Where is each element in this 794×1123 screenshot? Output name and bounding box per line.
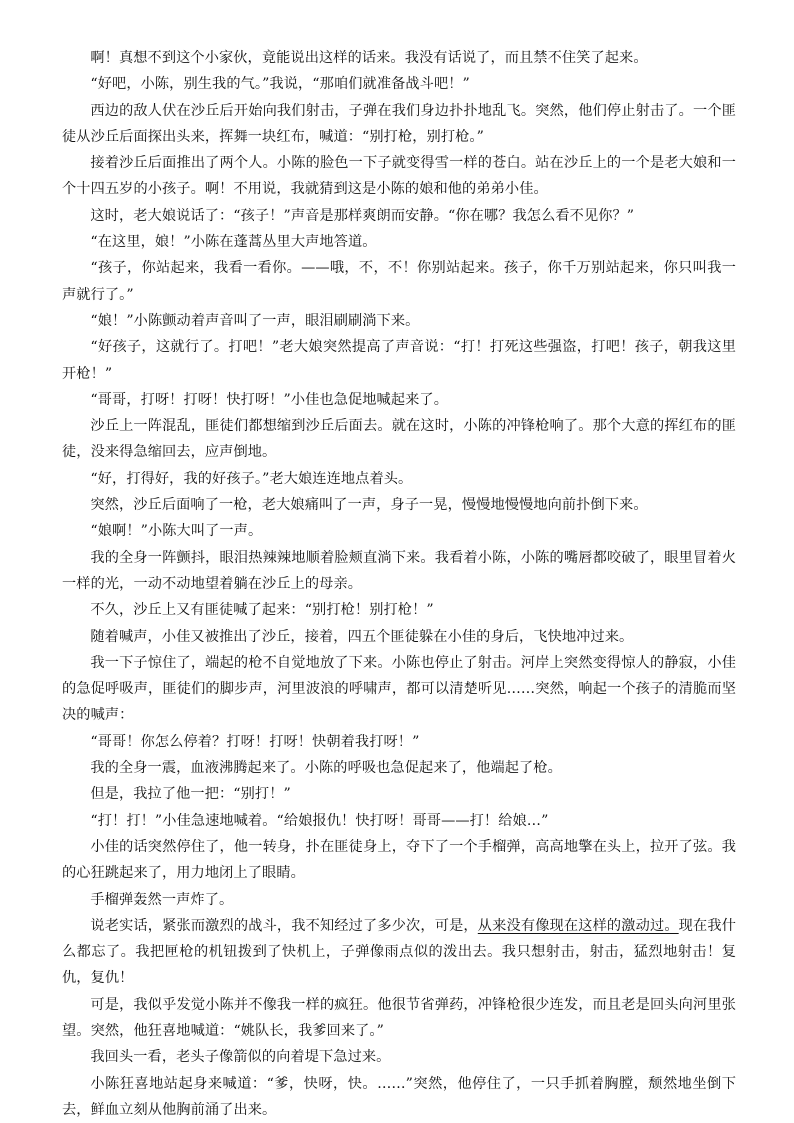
paragraph-9: “好孩子，这就行了。打吧！”老大娘突然提高了声音说：“打！打死这些强盗，打吧！孩子，朝我这里开枪！” xyxy=(62,339,736,382)
paragraph-6: “在这里，娘！”小陈在蓬蒿丛里大声地答道。 xyxy=(90,234,377,251)
paragraph-4: 接着沙丘后面推出了两个人。小陈的脸色一下子就变得雪一样的苍白。站在沙丘上的一个是老大娘和一个十四五岁的小孩子。啊！不用说，我就猜到这是小陈的娘和他的弟弟小佳。 xyxy=(62,155,736,198)
paragraph-28: 小陈狂喜地站起身来喊道：“爹，快呀，快。……”突然，他停住了，一只手抓着胸膛，颓然地坐倒下去，鲜血立刻从他胸前涌了出来。 xyxy=(62,1075,736,1118)
paragraph-15: 我的全身一阵颤抖，眼泪热辣辣地顺着脸颊直淌下来。我看着小陈，小陈的嘴唇都咬破了，眼里冒着火一样的光，一动不动地望着躺在沙丘上的母亲。 xyxy=(62,549,736,592)
paragraph-27: 我回头一看，老头子像箭似的向着堤下急过来。 xyxy=(90,1049,391,1066)
paragraph-16: 不久，沙丘上又有匪徒喊了起来：“别打枪！别打枪！” xyxy=(90,602,434,619)
paragraph-3: 西边的敌人伏在沙丘后开始向我们射击，子弹在我们身边扑扑地乱飞。突然，他们停止射击了。一个匪徒从沙丘后面探出头来，挥舞一块红布，喊道：“别打枪，别打枪。” xyxy=(62,102,736,145)
paragraph-25-end: 现在我什么都忘了。我把匣枪的机钮拨到了快机上，子弹像雨点似的泼出去。我只想射击，射击，猛烈地射击！复仇，复仇！ xyxy=(62,917,737,987)
paragraph-8: “娘！”小陈颤动着声音叫了一声，眼泪刷刷淌下来。 xyxy=(90,312,420,329)
paragraph-23: 小佳的话突然停住了，他一转身，扑在匪徒身上，夺下了一个手榴弹，高高地擎在头上，拉开了弦。我的心狂跳起来了，用力地闭上了眼睛。 xyxy=(62,838,736,882)
paragraph-17: 随着喊声，小佳又被推出了沙丘，接着，四五个匪徒躲在小佳的身后，飞快地冲过来。 xyxy=(90,628,634,645)
paragraph-26: 可是，我似乎发觉小陈并不像我一样的疯狂。他很节省弹药，冲锋枪很少连发，而且老是回头向河里张望。突然，他狂喜地喊道：“姚队长，我爹回来了。” xyxy=(62,996,736,1039)
paragraph-5: 这时，老大娘说话了：“孩子！”声音是那样爽朗而安静。“你在哪？我怎么看不见你？” xyxy=(90,207,635,224)
paragraph-2: “好吧，小陈，别生我的气。”我说，“那咱们就准备战斗吧！” xyxy=(90,76,470,93)
paragraph-19: “哥哥！你怎么停着？打呀！打呀！快朝着我打呀！” xyxy=(90,733,420,750)
underlined-sentence: 从来没有像现在这样的激动过。 xyxy=(477,917,679,934)
paragraph-13: 突然，沙丘后面响了一枪，老大娘痛叫了一声，身子一晃，慢慢地慢慢地向前扑倒下来。 xyxy=(90,497,648,514)
paragraph-14: “娘啊！”小陈大叫了一声。 xyxy=(90,523,263,540)
paragraph-11: 沙丘上一阵混乱，匪徒们都想缩到沙丘后面去。就在这时，小陈的冲锋枪响了。那个大意的挥红布的匪徒，没来得急缩回去，应声倒地。 xyxy=(62,418,736,461)
paragraph-1: 啊！真想不到这个小家伙，竟能说出这样的话来。我没有话说了，而且禁不住笑了起来。 xyxy=(90,50,648,66)
document-body xyxy=(62,45,736,1123)
paragraph-25-start: 说老实话，紧张而激烈的战斗，我不知经过了多少次，可是， xyxy=(90,917,478,934)
paragraph-20: 我的全身一震，血液沸腾起来了。小陈的呼吸也急促起来了，他端起了枪。 xyxy=(90,760,562,777)
paragraph-21: 但是，我拉了他一把：“别打！” xyxy=(90,786,291,803)
paragraph-25 xyxy=(62,913,736,992)
paragraph-24: 手榴弹轰然一声炸了。 xyxy=(90,891,234,908)
paragraph-12: “好，打得好，我的好孩子。”老大娘连连地点着头。 xyxy=(90,470,413,487)
paragraph-18: 我一下子惊住了，端起的枪不自觉地放了下来。小陈也停止了射击。河岸上突然变得惊人的静寂，小佳的急促呼吸声，匪徒们的脚步声，河里波浪的呼啸声，都可以清楚听见……突然，响起一个孩子的清脆而坚决的喊声： xyxy=(62,654,736,724)
paragraph-22: “打！打！”小佳急速地喊着。“给娘报仇！快打呀！哥哥——打！给娘…” xyxy=(90,812,549,829)
paragraph-10: “哥哥，打呀！打呀！快打呀！”小佳也急促地喊起来了。 xyxy=(90,391,448,408)
paragraph-7: “孩子，你站起来，我看一看你。——哦，不，不！你别站起来。孩子，你千万别站起来，你只叫我一声就行了。” xyxy=(62,260,736,303)
